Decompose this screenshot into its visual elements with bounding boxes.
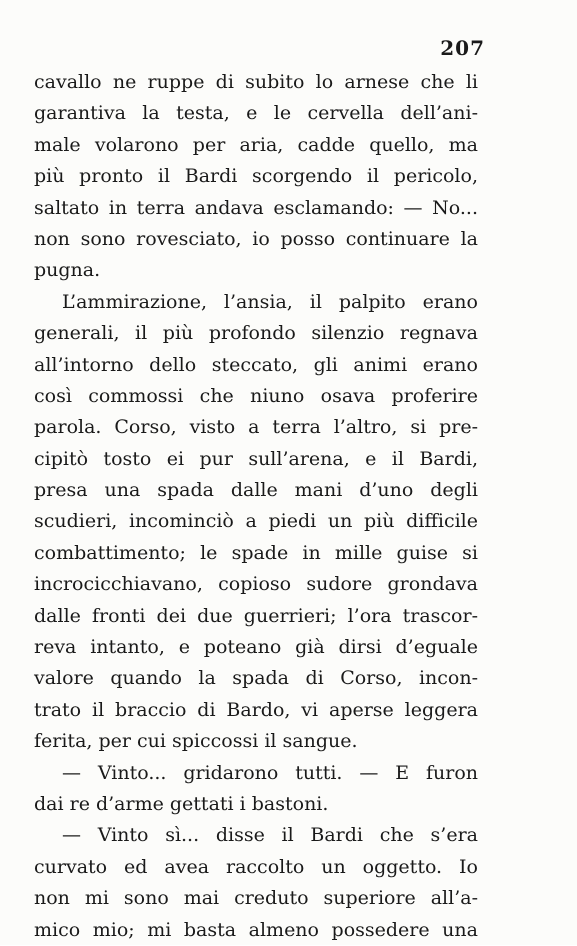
text-line: generali, il più profondo silenzio regnava bbox=[34, 322, 478, 345]
text-line: — Vinto... gridarono tutti. — E furon bbox=[62, 761, 478, 784]
text-line: dalle fronti dei due guerrieri; l’ora trascor- bbox=[34, 604, 478, 627]
text-line: garantiva la testa, e le cervella dell’ani- bbox=[34, 102, 478, 125]
text-line: male volarono per aria, cadde quello, ma bbox=[34, 133, 478, 156]
text-line: ferita, per cui spiccossi il sangue. bbox=[34, 730, 358, 753]
text-line: trato il braccio di Bardo, vi aperse leggera bbox=[34, 698, 478, 721]
text-line: valore quando la spada di Corso, incon- bbox=[34, 667, 478, 690]
text-line: non mi sono mai creduto superiore all’a- bbox=[34, 887, 478, 910]
text-line: più pronto il Bardi scorgendo il pericolo, bbox=[34, 165, 478, 188]
text-line: pugna. bbox=[34, 259, 101, 282]
text-line: all’intorno dello steccato, gli animi erano bbox=[34, 353, 478, 376]
text-line: mico mio; mi basta almeno possedere una bbox=[34, 918, 478, 941]
text-line: scudieri, incominciò a piedi un più difficile bbox=[34, 510, 478, 533]
text-line: reva intanto, e poteano già dirsi d’eguale bbox=[34, 636, 478, 659]
text-line: cipitò tosto ei pur sull’arena, e il Bardi, bbox=[34, 447, 478, 470]
text-line: saltato in terra andava esclamando: — No... bbox=[34, 196, 478, 219]
text-line: incrocicchiavano, copioso sudore grondava bbox=[34, 573, 478, 596]
text-line: dai re d’arme gettati i bastoni. bbox=[34, 792, 329, 815]
text-line: curvato ed avea raccolto un oggetto. Io bbox=[34, 855, 478, 878]
text-line: non sono rovesciato, io posso continuare la bbox=[34, 227, 478, 250]
text-line: presa una spada dalle mani d’uno degli bbox=[34, 479, 478, 502]
text-line: così commossi che niuno osava proferire bbox=[34, 384, 478, 407]
text-line: — Vinto sì... disse il Bardi che s’era bbox=[62, 824, 478, 847]
text-line: L’ammirazione, l’ansia, il palpito erano bbox=[62, 290, 478, 313]
body-text bbox=[34, 67, 478, 946]
page-number: 207 bbox=[440, 36, 485, 60]
text-line: cavallo ne ruppe di subito lo arnese che li bbox=[34, 71, 478, 93]
text-line: combattimento; le spade in mille guise si bbox=[34, 541, 478, 564]
text-line: parola. Corso, visto a terra l’altro, si pre- bbox=[34, 416, 478, 439]
